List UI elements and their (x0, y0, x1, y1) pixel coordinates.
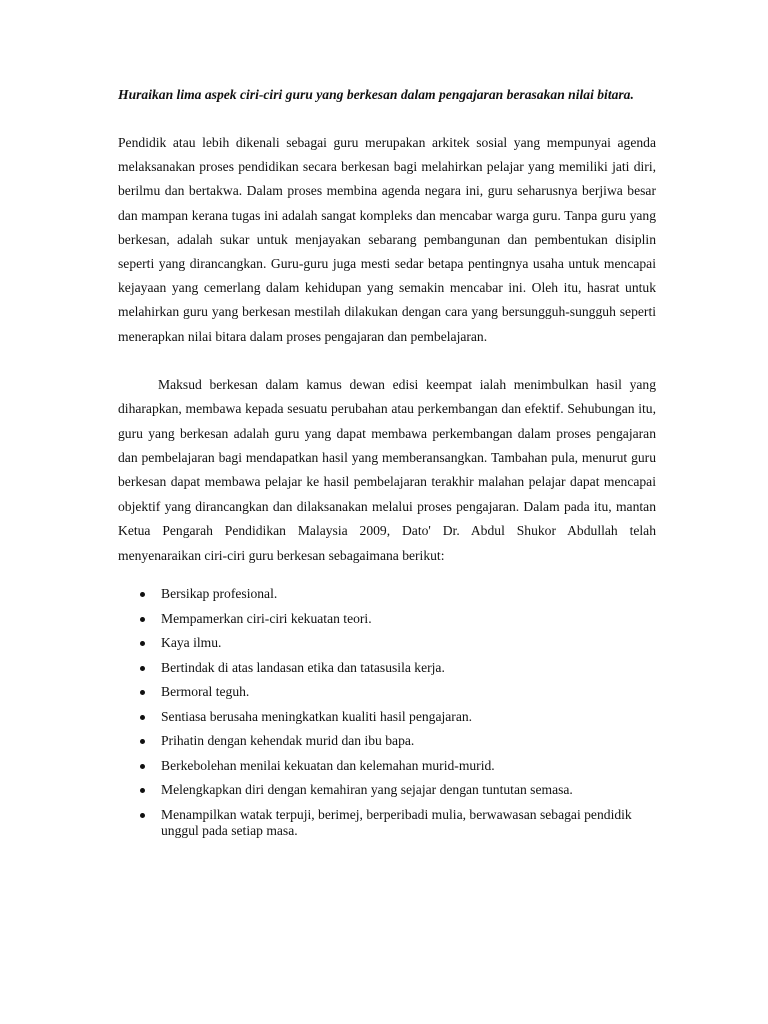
list-item-text: Mempamerkan ciri-ciri kekuatan teori. (161, 610, 372, 626)
list-item-text: Bertindak di atas landasan etika dan tatasusila kerja. (161, 659, 445, 675)
list-item (118, 733, 656, 749)
list-item-text: Prihatin dengan kehendak murid dan ibu bapa. (161, 733, 415, 749)
bullet-icon (140, 690, 145, 695)
list-item-text: Bermoral teguh. (161, 684, 250, 700)
list-item (118, 684, 656, 700)
list-item-text: Menampilkan watak terpuji, berimej, berperibadi mulia, berwawasan sebagai pendidik unggul pada setiap masa. (161, 806, 632, 838)
document-content (118, 82, 656, 847)
bullet-icon (140, 813, 145, 818)
list-item (118, 782, 656, 798)
list-item (118, 611, 656, 627)
bullet-icon (140, 617, 145, 622)
list-item (118, 709, 656, 725)
list-item (118, 660, 656, 676)
list-item (118, 586, 656, 602)
list-item (118, 758, 656, 774)
bullet-icon (140, 788, 145, 793)
list-item (118, 807, 656, 839)
bullet-icon (140, 666, 145, 671)
bullet-icon (140, 641, 145, 646)
list-item-text: Berkebolehan menilai kekuatan dan kelemahan murid-murid. (161, 757, 495, 773)
bullet-icon (140, 764, 145, 769)
paragraph-definition: Maksud berkesan dalam kamus dewan edisi keempat ialah menimbulkan hasil yang diharapkan, membawa kepada sesuatu perubahan atau perkembangan dan efektif. Sehubungan itu, guru yang berkesan adalah guru yang dapat membawa perkembangan dalam proses pengajaran dan pembelajaran bagi mendapatkan hasil yang memberansangkan. Tambahan pula, menurut guru berkesan dapat membawa pelajar ke hasil pembelajaran terakhir malahan pelajar dapat mencapai objektif yang dirancangkan dan dilaksanakan melalui proses pengajaran. Dalam pada itu, mantan Ketua Pengarah Pendidikan Malaysia 2009, Dato' Dr. Abdul Shukor Abdullah telah menyenaraikan ciri-ciri guru berkesan sebagaimana berikut: (118, 376, 656, 563)
list-item (118, 635, 656, 651)
characteristics-list (118, 586, 656, 839)
paragraph-introduction: Pendidik atau lebih dikenali sebagai guru merupakan arkitek sosial yang mempunyai agenda melaksanakan proses pendidikan secara berkesan bagi melahirkan pelajar yang memiliki jati diri, berilmu dan bertakwa. Dalam proses membina agenda negara ini, guru seharusnya berjiwa besar dan mampan kerana tugas ini adalah sangat kompleks dan mencabar warga guru. Tanpa guru yang berkesan, adalah sukar untuk menjayakan sebarang pembangunan dan pembentukan disiplin seperti yang dirancangkan. Guru-guru juga mesti sedar betapa pentingnya usaha untuk mencapai kejayaan yang cemerlang dalam kehidupan yang semakin mencabar ini. Oleh itu, hasrat untuk melahirkan guru yang berkesan mestilah dilakukan dengan cara yang bersungguh-sungguh seperti menerapkan nilai bitara dalam proses pengajaran dan pembelajaran. (118, 135, 656, 344)
list-item-text: Sentiasa berusaha meningkatkan kualiti hasil pengajaran. (161, 708, 473, 724)
document-title: Huraikan lima aspek ciri-ciri guru yang berkesan dalam pengajaran berasakan nilai bitara. (118, 87, 634, 102)
list-item-text: Kaya ilmu. (161, 635, 222, 651)
list-item-text: Melengkapkan diri dengan kemahiran yang sejajar dengan tuntutan semasa. (161, 782, 573, 798)
bullet-icon (140, 592, 145, 597)
list-item-text: Bersikap profesional. (161, 586, 278, 602)
bullet-icon (140, 739, 145, 744)
bullet-icon (140, 715, 145, 720)
